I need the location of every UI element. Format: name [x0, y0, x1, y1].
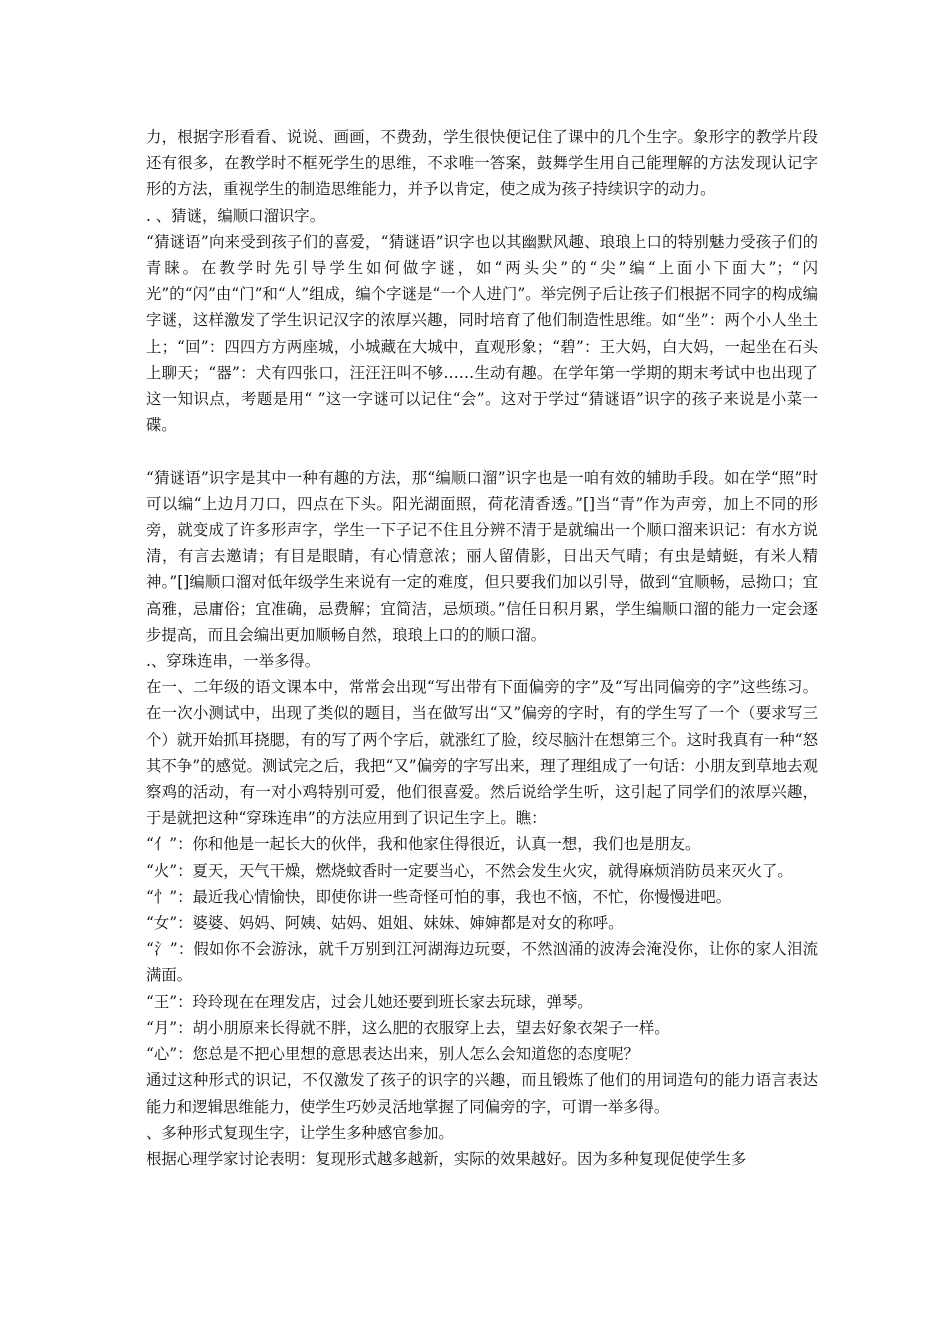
paragraph: 在一、二年级的语文课本中，常常会出现“写出带有下面偏旁的字”及“写出同偏旁的字”这些练习。在一次小测试中，出现了类似的题目，当在做写出“又”偏旁的字时，有的学生写了一个（要求写三个）就开始抓耳挠腮，有的写了两个字后，就涨红了脸，绞尽脑汁在想第三个。这时我真有一种“怒其不争”的感觉。测试完之后，我把“又”偏旁的字写出来，理了理组成了一句话：小朋友到草地去观察鸡的活动，有一对小鸡特别可爱，他们很喜爱。然后说给学生听，这引起了同学们的浓厚兴趣，于是就把这种“穿珠连串”的方法应用到了识记生字上。瞧： — [146, 678, 818, 828]
example-line: “亻”：你和他是一起长大的伙伴，我和他家住得很近，认真一想，我们也是朋友。 — [146, 835, 701, 854]
paragraph: “猜谜语”向来受到孩子们的喜爱，“猜谜语”识字也以其幽默风趣、琅琅上口的特别魅力受孩子们的青睐。在教学时先引导学生如何做字谜，如“两头尖”的“尖”编“上面小下面大”；“闪光”的“闪”由“门”和“人”组成，编个字谜是“一个人进门”。举完例子后让孩子们根据不同字的构成编字谜，这样激发了学生识记汉字的浓厚兴趣，同时培育了他们制造性思维。如“坐”：两个小人坐土上；“回”：四四方方两座城，小城藏在大城中，直观形象；“碧”：王大妈，白大妈，一起坐在石头上聊天；“器”：犬有四张口，汪汪汪叫不够……生动有趣。在学年第一学期的期末考试中也出现了这一知识点，考题是用“ ”这一字谜可以记住“会”。这对于学过“猜谜语”识字的孩子来说是小菜一碟。 — [146, 232, 818, 435]
section-heading: .、穿珠连串，一举多得。 — [146, 652, 321, 671]
example-line: “女”：婆婆、妈妈、阿姨、姑妈、姐姐、妹妹、婶婶都是对女的称呼。 — [146, 914, 624, 933]
paragraph: 通过这种形式的识记，不仅激发了孩子的识字的兴趣，而且锻炼了他们的用词造句的能力语言表达能力和逻辑思维能力，使学生巧妙灵活地掌握了同偏旁的字，可谓一举多得。 — [146, 1071, 818, 1116]
example-line: “火”：夏天，天气干燥，燃烧蚊香时一定要当心，不然会发生火灾，就得麻烦消防员来灭火了。 — [146, 861, 793, 880]
example-line: “月”：胡小朋原来长得就不胖，这么肥的衣服穿上去，望去好象衣架子一样。 — [146, 1018, 670, 1037]
paragraph: 根据心理学家讨论表明：复现形式越多越新，实际的效果越好。因为多种复现促使学生多 — [146, 1149, 747, 1168]
example-line: “王”：玲玲现在在理发店，过会儿她还要到班长家去玩球，弹琴。 — [146, 992, 593, 1011]
section-heading: . 、猜谜，编顺口溜识字。 — [146, 206, 326, 225]
blank-line — [146, 438, 818, 464]
section-heading: 、多种形式复现生字，让学生多种感官参加。 — [146, 1123, 454, 1142]
document-body — [146, 124, 818, 1172]
paragraph: 力，根据字形看看、说说、画画，不费劲，学生很快便记住了课中的几个生字。象形字的教学片段还有很多，在教学时不框死学生的思维，不求唯一答案，鼓舞学生用自己能理解的方法发现认记字形的方法，重视学生的制造思维能力，并予以肯定，使之成为孩子持续识字的动力。 — [146, 128, 818, 199]
paragraph: “猜谜语”识字是其中一种有趣的方法，那“编顺口溜”识字也是一咱有效的辅助手段。如在学“照”时可以编“上边月刀口，四点在下头。阳光湖面照，荷花清香透。”[]当“青”作为声旁，加上不同的形旁，就变成了许多形声字，学生一下子记不住且分辨不清于是就编出一个顺口溜来识记：有水方说清，有言去邀请；有目是眼睛，有心情意浓；丽人留倩影，日出天气晴；有虫是蜻蜓，有米人精神。”[]编顺口溜对低年级学生来说有一定的难度，但只要我们加以引导，做到“宜顺畅，忌拗口；宜高雅，忌庸俗；宜准确，忌费解；宜简洁，忌烦琐。”信任日积月累，学生编顺口溜的能力一定会逐步提高，而且会编出更加顺畅自然，琅琅上口的的顺口溜。 — [146, 468, 818, 644]
example-line: “氵”：假如你不会游泳，就千万别到江河湖海边玩耍，不然汹涌的波涛会淹没你，让你的家人泪流满面。 — [146, 940, 818, 985]
example-line: “忄”：最近我心情愉快，即使你讲一些奇怪可怕的事，我也不恼，不忙，你慢慢进吧。 — [146, 887, 732, 906]
example-line: “心”：您总是不把心里想的意思表达出来，别人怎么会知道您的态度呢？ — [146, 1045, 639, 1064]
